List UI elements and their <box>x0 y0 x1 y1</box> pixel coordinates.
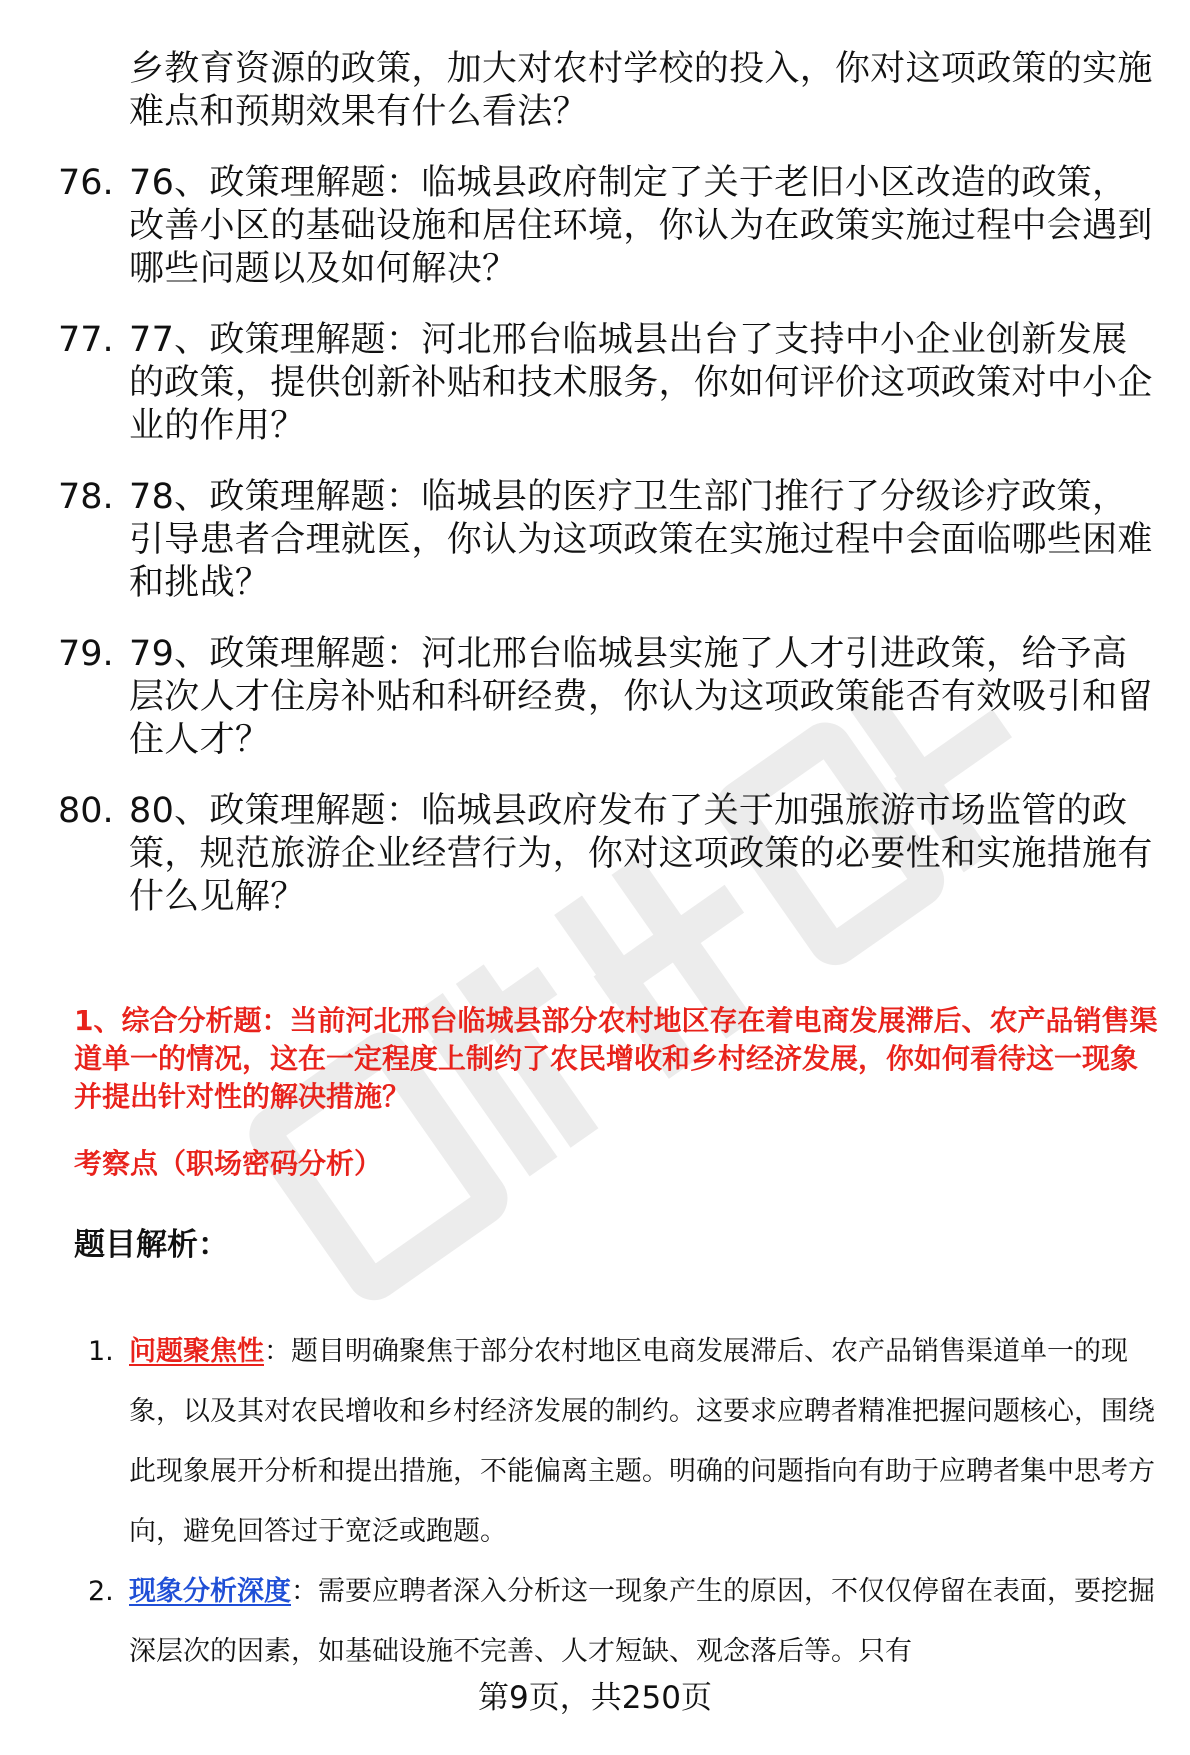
watermark-text: 职业规划师 <box>200 605 281 624</box>
question-item <box>0 48 1190 134</box>
question-number: 80. <box>58 791 114 831</box>
analysis-item <box>0 1322 1190 1562</box>
analysis-list <box>0 1322 1190 1682</box>
analysis-paragraph <box>129 1562 1159 1682</box>
analysis-keyword: 问题聚焦性 <box>129 1336 264 1367</box>
question-list <box>0 48 1190 947</box>
question-item <box>0 319 1190 448</box>
analysis-heading: 题目解析： <box>74 1227 229 1263</box>
question-item <box>0 476 1190 605</box>
featured-question: 1、综合分析题：当前河北邢台临城县部分农村地区存在着电商发展滞后、农产品销售渠道单一的情况，这在一定程度上制约了农民增收和乡村经济发展，你如何看待这一现象并提出针对性的解决措施？ <box>74 1004 1158 1113</box>
analysis-number: 1. <box>88 1336 114 1367</box>
question-item <box>0 162 1190 291</box>
question-text: 78、政策理解题：临城县的医疗卫生部门推行了分级诊疗政策，引导患者合理就医，你认为这项政策在实施过程中会面临哪些困难和挑战？ <box>129 477 1153 603</box>
question-number: 79. <box>58 634 114 674</box>
analysis-number: 2. <box>88 1576 114 1607</box>
question-text: 76、政策理解题：临城县政府制定了关于老旧小区改造的政策，改善小区的基础设施和居住环境，你认为在政策实施过程中会遇到哪些问题以及如何解决？ <box>129 163 1153 289</box>
question-text: 77、政策理解题：河北邢台临城县出台了支持中小企业创新发展的政策，提供创新补贴和技术服务，你如何评价这项政策对中小企业的作用？ <box>129 320 1153 446</box>
question-number: 78. <box>58 477 114 517</box>
analysis-body: ：题目明确聚焦于部分农村地区电商发展滞后、农产品销售渠道单一的现象，以及其对农民增收和乡村经济发展的制约。这要求应聘者精准把握问题核心，围绕此现象展开分析和提出措施，不能偏离主题。明确的问题指向有助于应聘者集中思考方向，避免回答过于宽泛或跑题。 <box>129 1336 1155 1547</box>
assessment-point: 考察点（职场密码分析） <box>74 1147 383 1180</box>
question-item <box>0 790 1190 919</box>
question-text: 乡教育资源的政策，加大对农村学校的投入，你对这项政策的实施难点和预期效果有什么看法？ <box>129 49 1153 132</box>
question-number: 77. <box>58 320 114 360</box>
analysis-item <box>0 1562 1190 1682</box>
analysis-keyword: 现象分析深度 <box>129 1576 291 1607</box>
page-footer: 第9页，共250页 <box>478 1680 712 1716</box>
analysis-paragraph <box>129 1322 1159 1562</box>
question-text: 80、政策理解题：临城县政府发布了关于加强旅游市场监管的政策，规范旅游企业经营行为，你对这项政策的必要性和实施措施有什么见解？ <box>129 791 1153 917</box>
question-text: 79、政策理解题：河北邢台临城县实施了人才引进政策，给予高层次人才住房补贴和科研经费，你认为这项政策能否有效吸引和留住人才？ <box>129 634 1153 760</box>
question-item <box>0 633 1190 762</box>
question-number: 76. <box>58 163 114 203</box>
analysis-body: ：需要应聘者深入分析这一现象产生的原因，不仅仅停留在表面，要挖掘深层次的因素，如基础设施不完善、人才短缺、观念落后等。只有 <box>129 1576 1155 1667</box>
